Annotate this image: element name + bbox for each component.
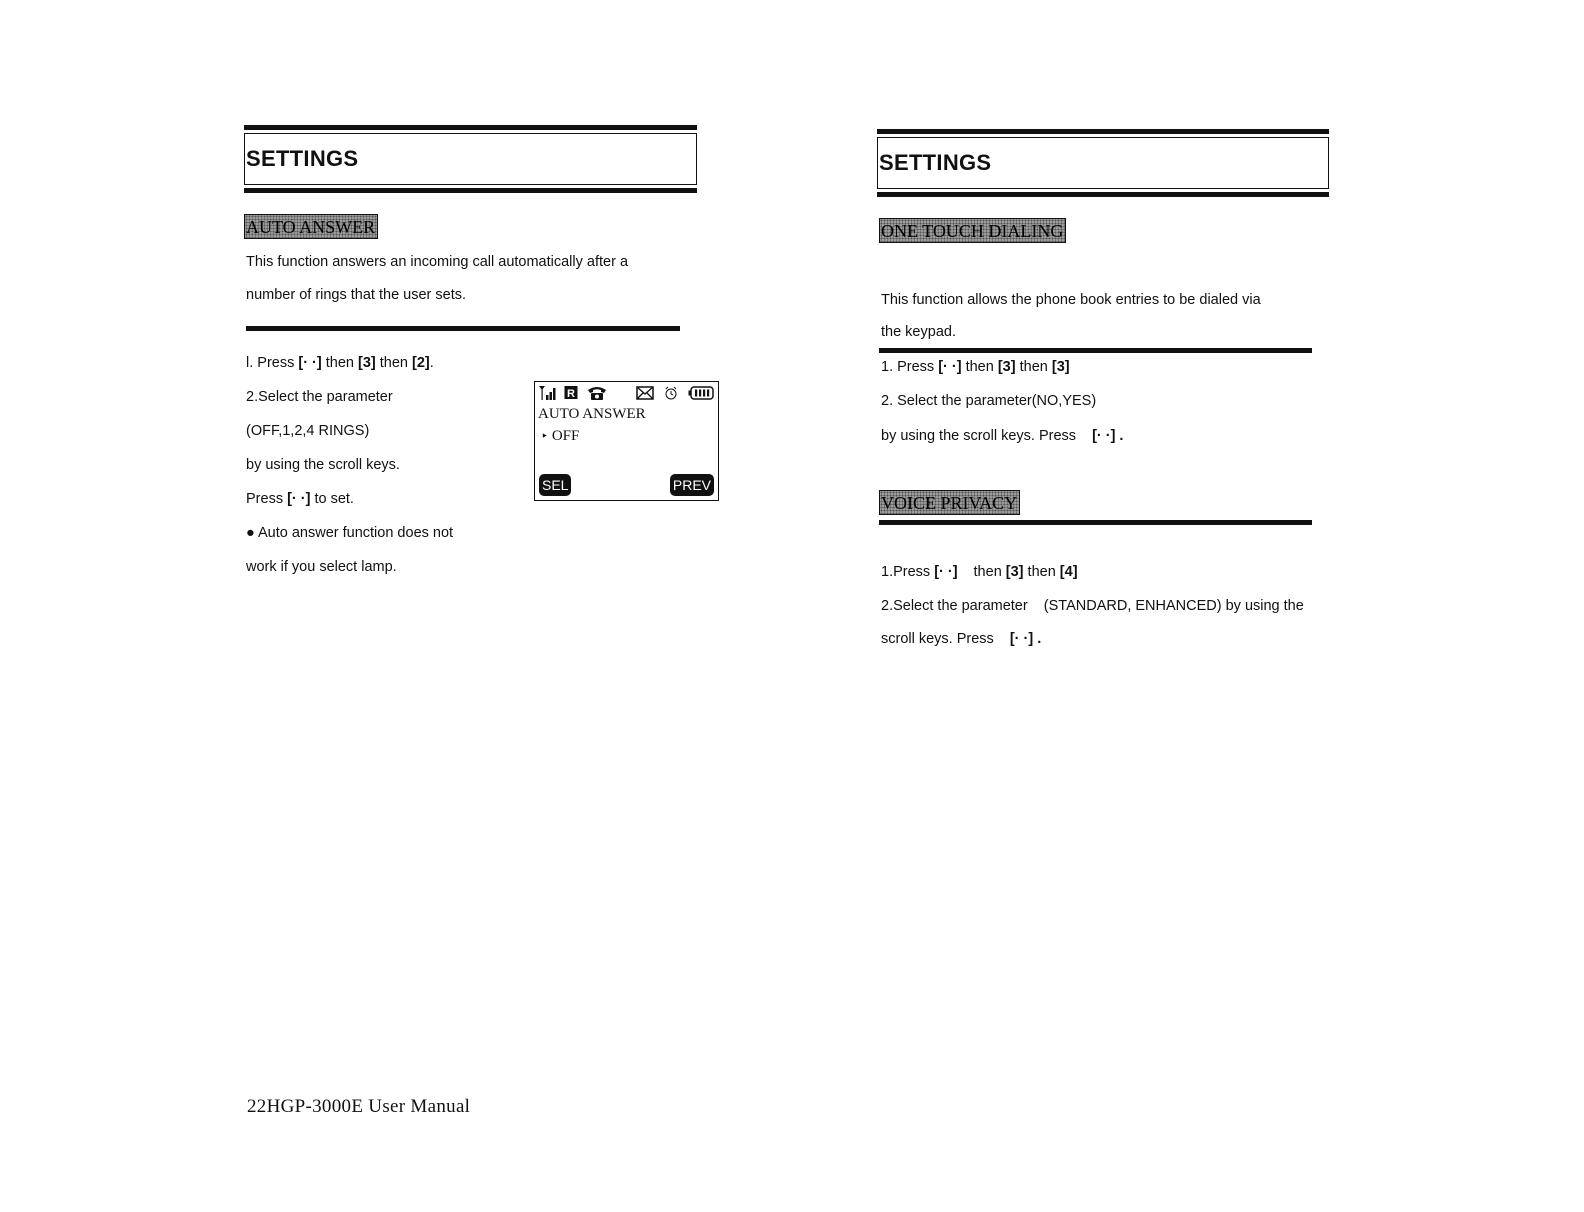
vp-step3-prefix: scroll keys. Press [881, 631, 998, 647]
roaming-icon [564, 385, 578, 401]
ot-step3-prefix: by using the scroll keys. Press [881, 428, 1081, 444]
voice-privacy-step-2: 2.Select the parameter (STANDARD, ENHANCED) by using the [881, 598, 1304, 614]
voice-privacy-tag: VOICE PRIVACY [879, 490, 1020, 515]
ot-step1-key-3b: [3] [1051, 359, 1070, 375]
selection-arrow-icon: ‣ [541, 429, 549, 443]
one-touch-desc-2: the keypad. [881, 324, 956, 340]
ot-step1-prefix: 1. Press [881, 359, 939, 375]
auto-answer-desc-1: This function answers an incoming call automatically after a [246, 254, 629, 270]
auto-answer-step-2-line-2: (OFF,1,2,4 RINGS) [246, 423, 370, 439]
auto-answer-tag: AUTO ANSWER [244, 214, 378, 239]
note-bullet: ● [246, 525, 255, 541]
step1-then-2: then [375, 355, 413, 371]
vp-step1-then-2: then [1023, 564, 1060, 580]
voice-privacy-step-1 [881, 564, 1078, 580]
ot-step3-end: . [1119, 428, 1124, 444]
svg-text:R: R [567, 388, 575, 400]
step1-key-3: [3] [358, 355, 376, 371]
auto-answer-note-line-2: work if you select lamp. [246, 559, 397, 575]
vp-step3-menu-key: [· ·] [1009, 631, 1034, 647]
left-settings-header [244, 125, 697, 193]
voice-privacy-step-3 [881, 631, 1041, 647]
auto-answer-step-2-line-1: 2.Select the parameter [246, 389, 393, 405]
step3-end: to set. [310, 491, 354, 507]
ot-step1-then-1: then [961, 359, 998, 375]
vp-step1-key-4: [4] [1059, 564, 1078, 580]
vp-step1-prefix: 1.Press [881, 564, 935, 580]
one-touch-desc-1: This function allows the phone book entries to be dialed via [881, 292, 1261, 308]
one-touch-dialing-tag: ONE TOUCH DIALING [879, 218, 1066, 243]
vp-step3-end: . [1037, 631, 1042, 647]
one-touch-step-3 [881, 428, 1123, 444]
ot-step1-menu-key: [· ·] [938, 359, 962, 375]
right-header-title: SETTINGS [879, 150, 992, 175]
step1-prefix: l. Press [246, 355, 299, 371]
right-section-rule-1 [879, 348, 1312, 353]
step3-prefix: Press [246, 491, 288, 507]
battery-icon [688, 385, 716, 401]
step1-end: . [429, 355, 434, 371]
auto-answer-step-3 [246, 491, 354, 507]
left-section-rule [246, 326, 680, 331]
step1-key-2: [2] [412, 355, 430, 371]
phone-display [534, 381, 719, 501]
phone-icon [587, 385, 607, 401]
ot-step1-then-2: then [1015, 359, 1052, 375]
status-icons-row [538, 385, 714, 401]
vp-step1-key-3: [3] [1005, 564, 1024, 580]
right-section-rule-2 [879, 520, 1312, 525]
auto-answer-step-1 [246, 355, 434, 371]
step1-then-1: then [321, 355, 358, 371]
manual-footer: 22HGP-3000E User Manual [247, 1096, 471, 1117]
one-touch-step-1 [881, 359, 1070, 375]
vp-step1-menu-key: [· ·] [934, 564, 958, 580]
auto-answer-note-line-1 [246, 525, 453, 541]
ot-step3-menu-key: [· ·] [1092, 428, 1116, 444]
right-settings-header [877, 129, 1329, 197]
step3-menu-key: [· ·] [287, 491, 311, 507]
auto-answer-step-2-line-3: by using the scroll keys. [246, 457, 400, 473]
vp-step1-then-1: then [973, 564, 1006, 580]
one-touch-step-2: 2. Select the parameter(NO,YES) [881, 393, 1097, 409]
display-option [541, 428, 579, 445]
ot-step1-key-3a: [3] [997, 359, 1016, 375]
message-icon [636, 385, 654, 401]
signal-icon [538, 385, 558, 401]
step1-menu-key: [· ·] [298, 355, 322, 371]
note-text-1: Auto answer function does not [254, 525, 454, 541]
softkey-prev: PREV [670, 474, 714, 496]
auto-answer-desc-2: number of rings that the user sets. [246, 287, 467, 303]
left-header-title: SETTINGS [246, 146, 359, 171]
display-title: AUTO ANSWER [538, 406, 646, 422]
display-value: OFF [551, 428, 580, 444]
alarm-icon [664, 385, 678, 401]
softkey-sel: SEL [539, 474, 571, 496]
